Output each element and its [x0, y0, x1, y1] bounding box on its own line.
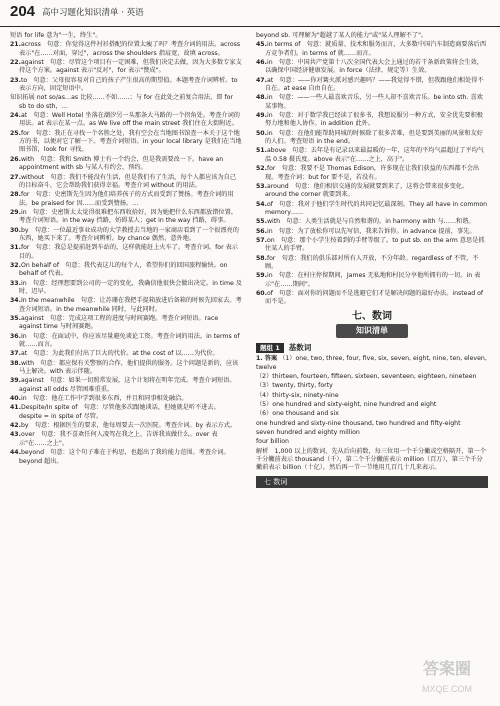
- page-header: [0, 0, 500, 27]
- answer-entry: [256, 218, 488, 226]
- answer-line-6: （6）one thousand and six: [256, 410, 339, 418]
- entry-number: 35.: [10, 315, 21, 322]
- entry-number: 59.: [256, 272, 267, 280]
- answer-label-line: [256, 355, 488, 372]
- answer-entry: [256, 94, 488, 111]
- entry-number: 49.: [256, 112, 267, 120]
- answer-entry: [256, 228, 488, 236]
- entry-number: 30.: [10, 226, 21, 234]
- entry-text: of 句意：我对于他们学生时代的共同记忆最深刻。They all have in common memory……: [265, 200, 488, 216]
- entry-text: in 句意：在他们能帮助同城的时候除了很多苦难，但是要到美丽的风景和友好的人们。考查短语 in the end。: [265, 129, 483, 146]
- answer-entry: [10, 395, 242, 403]
- entry-number: 51.: [256, 147, 267, 155]
- answer-entry: [256, 165, 488, 182]
- topic-name: 基数词: [288, 343, 312, 352]
- entry-text: across 句意：你觉得这件衬衫搭配的位置太瘦了吗？考查介词的用法。across 表示"在……对面，穿过"，across the shoulders 指肩宽，故填 across。: [19, 41, 241, 57]
- answer-line-3: （3）twenty, thirty, forty: [256, 382, 333, 390]
- answer-entry: [256, 183, 488, 200]
- entry-text: for 句意：我要不是 Thomas Edison，许多现在让我们获益的东西都不会出现。考查介词：but for 要不是，若没有。: [265, 165, 480, 181]
- entry-number: 52.: [256, 165, 267, 173]
- answer-entry: [10, 280, 242, 297]
- entry-number: 37.: [10, 350, 21, 358]
- entry-number: 39.: [10, 377, 21, 385]
- entry-number: 32.: [10, 261, 21, 269]
- watermark-logo-icon: [402, 652, 492, 700]
- answer-entry: [10, 77, 242, 94]
- answer-entry: [256, 290, 488, 307]
- answer-entry: [10, 130, 242, 155]
- entry-text: beyond 句意：这个句子难在于构思，也超出了我的能力范围。考查介词。beyond 超出。: [19, 449, 230, 465]
- entry-number: 57.: [256, 236, 267, 244]
- topic-badge: 题组 1: [256, 343, 284, 353]
- answer-entry: [10, 431, 242, 448]
- entry-text: by 句意：根据医生的要求，他每周要去一次医院。考查介词。by 表示方式。: [20, 422, 237, 430]
- answer-entry: [10, 377, 242, 394]
- entry-number: 43.: [10, 431, 21, 439]
- entry-number: 29.: [10, 208, 21, 216]
- entry-text: at 句意：为此我们付出了巨大的代价。at the cost of 以……为代价。: [20, 350, 219, 358]
- answer-entry: [10, 262, 242, 279]
- answer-line-2: （2）thirteen, fourteen, fifteen, sixteen, seventeen, eighteen, nineteen: [256, 373, 477, 381]
- answer-entry: [10, 174, 242, 191]
- entry-text: over 句意：我不喜欢任何人凌驾在我之上，告诉我该做什么。over 表示"在……之上"。: [19, 431, 218, 447]
- entry-number: 44.: [10, 449, 21, 457]
- number-line-1: one hundred and sixty-nine thousand, two hundred and fifty-eight: [256, 419, 461, 427]
- entry-number: 25.: [10, 129, 21, 137]
- entry-number: 45.: [256, 41, 267, 49]
- entry-text: for 句意：我总是提前赶到车站的，这样就能赶上火车了。考查介词。for 表示目的。: [19, 244, 238, 260]
- answer-entry: [256, 32, 488, 40]
- entry-number: 40.: [10, 395, 21, 403]
- svg-text:答案圈: 答案圈: [422, 661, 472, 678]
- entry-text: against 句意：尽管这个项目有一定困难，但我们决定去做，因为大多数专家支持这个方案。against 表示"反对"，for 表示"赞成"。: [19, 59, 242, 75]
- entry-number: 46.: [256, 59, 267, 67]
- entry-number: 41.: [10, 404, 21, 412]
- entry-text: with 句意：都应保有关警察的合作，他们提供的服务。这个问题是新的，应该马上解决。with 表示伴随。: [19, 359, 239, 376]
- entry-text: in 句意：史密斯太太觉得很难把东西收拾好，因为她把什么东西都放错位置。考查介词短语。in the way 挡路，妨碍某人；get in the way 挡路，碍事。: [19, 208, 237, 225]
- svg-text:MXQE.COM: MXQE.COM: [421, 684, 473, 694]
- answer-entry: [10, 404, 242, 421]
- left-column: [10, 32, 242, 467]
- entry-text: with 句意：人类生活就是与自然和谐的。in harmony with 与……和谐。: [266, 218, 475, 226]
- answer-entry: [10, 350, 242, 358]
- entry-number: 58.: [256, 254, 267, 262]
- entry-number: 24.: [10, 112, 21, 120]
- entry-number: 22.: [10, 59, 21, 67]
- answer-line-1: （1）one, two, three, four, five, six, seven, eight, nine, ten, eleven, twelve: [256, 355, 487, 371]
- entry-text: on 句意：那个小学生按着到的手臂等级了。to put sb. on the arm 意思是抓住某人的手臂。: [265, 236, 485, 253]
- entry-text: In 句意：在面试中，你应该尽量避免谈论工资。考查介词的用法。in terms of 就……而言。: [19, 332, 240, 349]
- entry-number: 38.: [10, 359, 21, 367]
- number-line-2: seven hundred and eighty million: [256, 429, 360, 437]
- entry-number: 23.: [10, 76, 21, 84]
- entry-number: 34.: [10, 297, 21, 305]
- entry-number: 56.: [256, 227, 267, 235]
- answer-entry: [256, 201, 488, 218]
- entry-text: of 句意：面对你的问题而不是逃避它们才是解决问题的最好办法。instead of 而不是。: [265, 289, 484, 306]
- entry-text: to 句意：父母很容易对自己的孩子产生很高的期望值。本题考查介词辨析。to 表示方向，固定短语中。: [19, 76, 238, 93]
- answer-line-4: （4）thirty-six, ninety-nine: [256, 391, 339, 399]
- answer-entry: [10, 360, 242, 377]
- answer-entry: [256, 237, 488, 254]
- entry-number: 47.: [256, 76, 267, 84]
- right-entries: [256, 32, 488, 307]
- answer-entry: [10, 244, 242, 261]
- entry-number: 53.: [256, 182, 267, 190]
- answer-entry: [10, 449, 242, 466]
- entry-number: 48.: [256, 94, 267, 102]
- entry-text: in terms of 句意：就质量、技术和服务而言，大多数中国汽车制造商要落后西方竞争者们。in terms of 就……而言。: [265, 41, 487, 57]
- entry-text: beyond sb. 可理解为"超越了某人的能力"或"某人理解不了"。: [256, 32, 428, 39]
- entry-text: for 句意：我们的俱乐部对所有人开放，不分年龄。regardless of 不管，不顾。: [265, 254, 479, 270]
- answer-entry: [256, 41, 488, 58]
- entry-text: in 句意：在村庄停留期间，James 无私地和村民分享他所拥有的一切。in 表示"在……期间"。: [265, 272, 481, 288]
- entry-text: in 句意：经理想要到公司的一定的变化，我确信他很快会做出决定。in time 及时，迟早。: [19, 279, 242, 295]
- page-number: 204: [10, 3, 36, 20]
- entry-number: 21.: [10, 41, 21, 49]
- answer-entry: [10, 59, 242, 76]
- entry-text: Despite/In spite of 句意：尽管他多次跟她谈话，但她就是听不进去。despite = in spite of 尽管。: [19, 404, 220, 420]
- analysis-text: 解析 1,000 以上的数词，先从后向前数，每三位用一个千分撇或空格隔开，第一个千分撇前表示 thousand（千），第二个千分撇前表示 million（百万），第三个千分撇前表示 billion（十亿），然后再一节一节地用几百几十几来表示。: [256, 447, 487, 472]
- entry-text: above 句意：去年是有记录以来最温暖的一年，这年的平均气温超过了平均气温 0.58 摄氏度。above 表示"在……之上，高于"。: [265, 147, 484, 163]
- answer-entry: [10, 41, 242, 58]
- answer-entry: [10, 94, 242, 111]
- entry-number: 31.: [10, 244, 21, 252]
- answer-entry: [10, 422, 242, 430]
- entry-text: in 句意：——一些人最喜欢音乐，另一些人却不喜欢音乐。be into sth. 喜欢某事物。: [265, 94, 483, 110]
- entry-text: against 句意：如果一切照常发展，这个计划将在明年完成。考查介词短语。against all odds 尽管困难重重。: [19, 377, 236, 393]
- answer-entry: [256, 272, 488, 289]
- entry-number: 54.: [256, 200, 267, 208]
- answer-entry: [256, 147, 488, 164]
- entry-text: in 句意：对于数学我已经读了很多书，我想说服另一种方式，安全优先要积极努力地和他人协作。in addition 此外。: [265, 112, 483, 128]
- entry-text: 短语 for life 意为"一生，终生"。: [10, 32, 102, 39]
- entry-text: at 句意：——你对篝火派对感兴趣吗？——我觉得不错，但我跟他们相处得不自在。at ease 自由自在。: [265, 76, 484, 93]
- entry-text: at 句意：Well Hotel 坐落在潮汐另一头那条大马路的一个拐角处。考查介词的用法。at 表示在某一点。as We live off the main street 我们住在大街附近。: [19, 112, 240, 128]
- entry-number: 28.: [10, 191, 21, 199]
- entry-text: On behalf of 句意：我代表这儿的每个人，希望你们的回国旅程愉快。on behalf of 代表。: [19, 261, 228, 278]
- answer-entry: [10, 297, 242, 314]
- answer-label: 1. 答案: [256, 355, 278, 363]
- answer-entry: [256, 59, 488, 76]
- entry-number: 36.: [10, 332, 21, 340]
- answer-entry: [10, 209, 242, 226]
- knowledge-list-banner: 知识清单: [336, 324, 408, 338]
- answer-entry: [256, 130, 488, 147]
- answer-entry: [10, 32, 242, 40]
- entry-number: 26.: [10, 155, 21, 163]
- entry-number: 50.: [256, 129, 267, 137]
- entry-text: without 句意：我们不能没有生活，但是我们有了生活，每个人都应该为自己的目标奋斗，它会帮助我们获得幸福。考查介词 without 的用法。: [19, 173, 237, 189]
- answer-entry: [10, 112, 242, 129]
- entry-text: In the meanwhile 句意：让苏珊在我把手提箱放进后备箱的时候先回家去。考查介词短语。in the meanwhile 同时，与此同时。: [19, 297, 242, 313]
- entry-text: around 句意：他们相信交通的发展就要到来了，这将会带来很多变化。around the corner 就要到来。: [265, 182, 469, 199]
- answer-entry: [256, 77, 488, 94]
- entry-text: in 句意：为了放松你可以先写信，我来告诉你。in advance 提前，事先。: [266, 227, 476, 235]
- answer-entry: [256, 255, 488, 272]
- right-column: [256, 32, 488, 488]
- entry-number: 42.: [10, 422, 21, 430]
- entry-number: 27.: [10, 173, 21, 181]
- number-line-3: four billion: [256, 438, 289, 446]
- entry-text: with 句意：我和 Smith 博士有一个约会，但是我需要改一下。have an appointment with sb 与某人有约会，预约。: [19, 155, 224, 172]
- answer-entry: [10, 333, 242, 350]
- answer-line-5: （5）one hundred and sixty-eight, nine hundred and eight: [256, 401, 437, 409]
- entry-text: 知识拓展 not so/as…as 比较……不如……；与 for 在此处之前复合用法，即 for sb to do sth，…: [10, 94, 233, 110]
- entry-number: 60.: [256, 289, 267, 297]
- entry-text: for 句意：史密斯先生因为他们培养孩子的方式而受到了赞扬。考查介词的用法。be praised for 因……而受到赞扬。…: [19, 191, 234, 207]
- answer-entry: [10, 315, 242, 332]
- entry-number: 33.: [10, 279, 21, 287]
- entry-text: by 句意：一位最近事业成功的大学教授去当地的一家商店看到了一个很漂亮的东西，她买下来了。考查介词辨析。by chance 偶然，意外地。: [19, 226, 239, 242]
- entry-text: for 句意：我正在寻找一个名胜之处，我有空会在当地图书馆查一本关于这个地方的书，以便对它了解一下。考查介词短语。in your local library 是我们在当地图书馆，look for 寻找。: [19, 129, 242, 154]
- book-title: 高中习题化知识清单 · 英语: [42, 8, 144, 18]
- section-title: 七、数词: [352, 310, 392, 322]
- topic-row: [256, 343, 488, 353]
- table-title-bar: 七 数词: [256, 476, 488, 488]
- answer-entry: [10, 191, 242, 208]
- entry-number: 55.: [256, 218, 267, 226]
- answer-entry: [10, 156, 242, 173]
- answer-entry: [10, 227, 242, 244]
- answer-entry: [256, 112, 488, 129]
- entry-text: in 句意：他在工作中学到很多东西，并且和同事相处融洽。: [20, 395, 188, 403]
- entry-text: in 句意：中国共产党第十八次全国代表大会上通过的若干条新政策将会生效，以确保中国经济健康发展。in force（法律、规定等）生效。: [265, 59, 483, 75]
- entry-text: against 句意：完成这项工程的进度与时间赛跑。考查介词短语。race against time 与时间赛跑。: [19, 315, 219, 331]
